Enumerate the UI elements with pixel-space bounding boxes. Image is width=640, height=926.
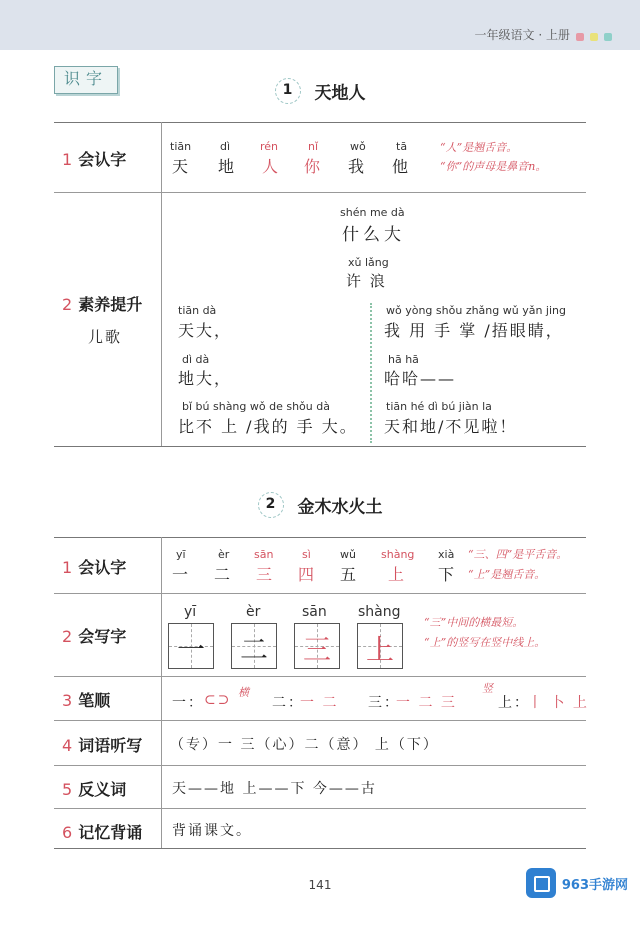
lesson2-title [0, 492, 640, 518]
lesson2-number: 2 [258, 492, 284, 518]
pinyin: tā [396, 140, 408, 153]
pinyin: wǒ yòng shǒu zhǎng wǔ yǎn jing [386, 304, 567, 317]
l2-row2-label: 2 会写字 [62, 627, 127, 646]
hanzi: 你 [304, 157, 323, 176]
grade-label: 一年级语文 · 上册 [474, 28, 570, 42]
l1-row1-label: 1 会认字 [62, 150, 127, 169]
divider [54, 192, 586, 193]
lesson2-title-text: 金木水火土 [297, 497, 383, 518]
poem-line: 地大， [178, 369, 233, 388]
dictation-words: （专）一 三（心）二（意） 上（下） [170, 737, 439, 753]
stroke-heng-glyph: ⊂⊃ [204, 692, 232, 708]
poem-author: 许 浪 [346, 272, 387, 290]
hanzi: 二 [214, 565, 233, 584]
pinyin: shàng [381, 548, 415, 561]
handwritten-note: 横 [238, 686, 249, 699]
l2-row5-label: 5 反义词 [62, 780, 127, 799]
poem-line: 我 用 手 掌 /捂眼睛， [384, 321, 564, 340]
column-separator [370, 303, 374, 443]
memorize-text: 背诵课文。 [172, 823, 252, 839]
handwritten-note: “人”是翘舌音。 [440, 141, 518, 154]
hanzi: 他 [392, 157, 411, 176]
handwritten-note: “你”的声母是鼻音n。 [440, 160, 547, 173]
l2-row6-label: 6 记忆背诵 [62, 823, 143, 842]
lesson1-title [0, 78, 640, 104]
poem-line: 比不 上 /我的 手 大。 [178, 417, 358, 436]
divider [54, 720, 586, 721]
divider [54, 765, 586, 766]
column-divider [161, 537, 162, 848]
pinyin: xià [438, 548, 455, 561]
pinyin: bǐ bú shàng wǒ de shǒu dà [182, 400, 330, 413]
pinyin: yī [176, 548, 186, 561]
divider [54, 537, 586, 538]
hanzi: 四 [298, 565, 317, 584]
stroke-sequence: 一 二 [300, 695, 339, 711]
stroke-order-item: 三： [368, 695, 400, 711]
pinyin: sān [254, 548, 274, 561]
poem-title: 什么大 [342, 225, 405, 245]
divider [54, 593, 586, 594]
pinyin: shén me dà [340, 206, 405, 219]
l1-row2-label: 2 素养提升 [62, 295, 143, 314]
hanzi: 三 [256, 565, 275, 584]
column-divider [161, 122, 162, 446]
pinyin: wǔ [340, 548, 356, 561]
nursery-rhyme-label: 儿歌 [88, 328, 123, 346]
pinyin: dì dà [182, 353, 210, 366]
page-number: 141 [308, 878, 332, 892]
hanzi: 上 [388, 565, 407, 584]
hanzi: 下 [438, 565, 457, 584]
hanzi: 我 [348, 157, 367, 176]
pinyin: xǔ lǎng [348, 256, 389, 269]
l2-row1-label: 1 会认字 [62, 558, 127, 577]
header-dots [576, 33, 612, 41]
stroke-order-item: 上： [498, 695, 530, 711]
handwritten-note: “三”中间的横最短。 [424, 616, 524, 629]
poem-line: 哈哈—— [384, 369, 457, 388]
handwritten-note: “上”的竖写在竖中线上。 [424, 636, 546, 649]
handwritten-note: 竖 [482, 682, 493, 695]
header-dot [590, 33, 598, 41]
pinyin: sān [302, 604, 327, 620]
pinyin: shàng [358, 604, 401, 620]
writing-grid: 上 [357, 623, 403, 669]
divider [54, 446, 586, 447]
handwritten-note: “上”是翘舌音。 [468, 568, 546, 581]
divider [54, 808, 586, 809]
pinyin: hā hā [388, 353, 419, 366]
pinyin: nǐ [308, 140, 319, 153]
header-bar [0, 0, 640, 50]
hanzi: 五 [340, 565, 359, 584]
pinyin: tiān hé dì bú jiàn la [386, 400, 492, 413]
hanzi: 天 [172, 157, 191, 176]
hanzi: 一 [172, 565, 191, 584]
handwritten-note: “三、四”是平舌音。 [468, 548, 568, 561]
pinyin: dì [220, 140, 231, 153]
poem-line: 天大， [178, 321, 233, 340]
divider [54, 848, 586, 849]
stroke-sequence: 丨 卜 上 [528, 695, 589, 711]
pinyin: rén [260, 140, 279, 153]
pinyin: èr [218, 548, 230, 561]
lesson1-number: 1 [275, 78, 301, 104]
watermark [526, 868, 628, 898]
pinyin: wǒ [350, 140, 366, 153]
writing-grid: 三 [294, 623, 340, 669]
pinyin: tiān [170, 140, 192, 153]
header-dot [576, 33, 584, 41]
l2-row4-label: 4 词语听写 [62, 736, 143, 755]
watermark-logo-icon [526, 868, 556, 898]
stroke-sequence: 一 二 三 [396, 695, 457, 711]
section-badge: 识字 [54, 66, 118, 94]
poem-line: 天和地/不见啦！ [384, 417, 518, 436]
watermark-text: 963手游网 [561, 877, 628, 893]
pinyin: yī [184, 604, 197, 620]
hanzi: 地 [218, 157, 237, 176]
writing-grid: 二 [231, 623, 277, 669]
antonyms: 天——地 上——下 今——古 [172, 781, 377, 797]
header-dot [604, 33, 612, 41]
l2-row3-label: 3 笔顺 [62, 691, 111, 710]
hanzi: 人 [262, 157, 281, 176]
divider [54, 122, 586, 123]
pinyin: èr [246, 604, 261, 620]
divider [54, 676, 586, 677]
stroke-order-item: 二： [272, 695, 304, 711]
lesson1-title-text: 天地人 [314, 83, 366, 104]
pinyin: sì [302, 548, 311, 561]
writing-grid: 一 [168, 623, 214, 669]
stroke-order-item: 一： [172, 695, 204, 711]
pinyin: tiān dà [178, 304, 217, 317]
